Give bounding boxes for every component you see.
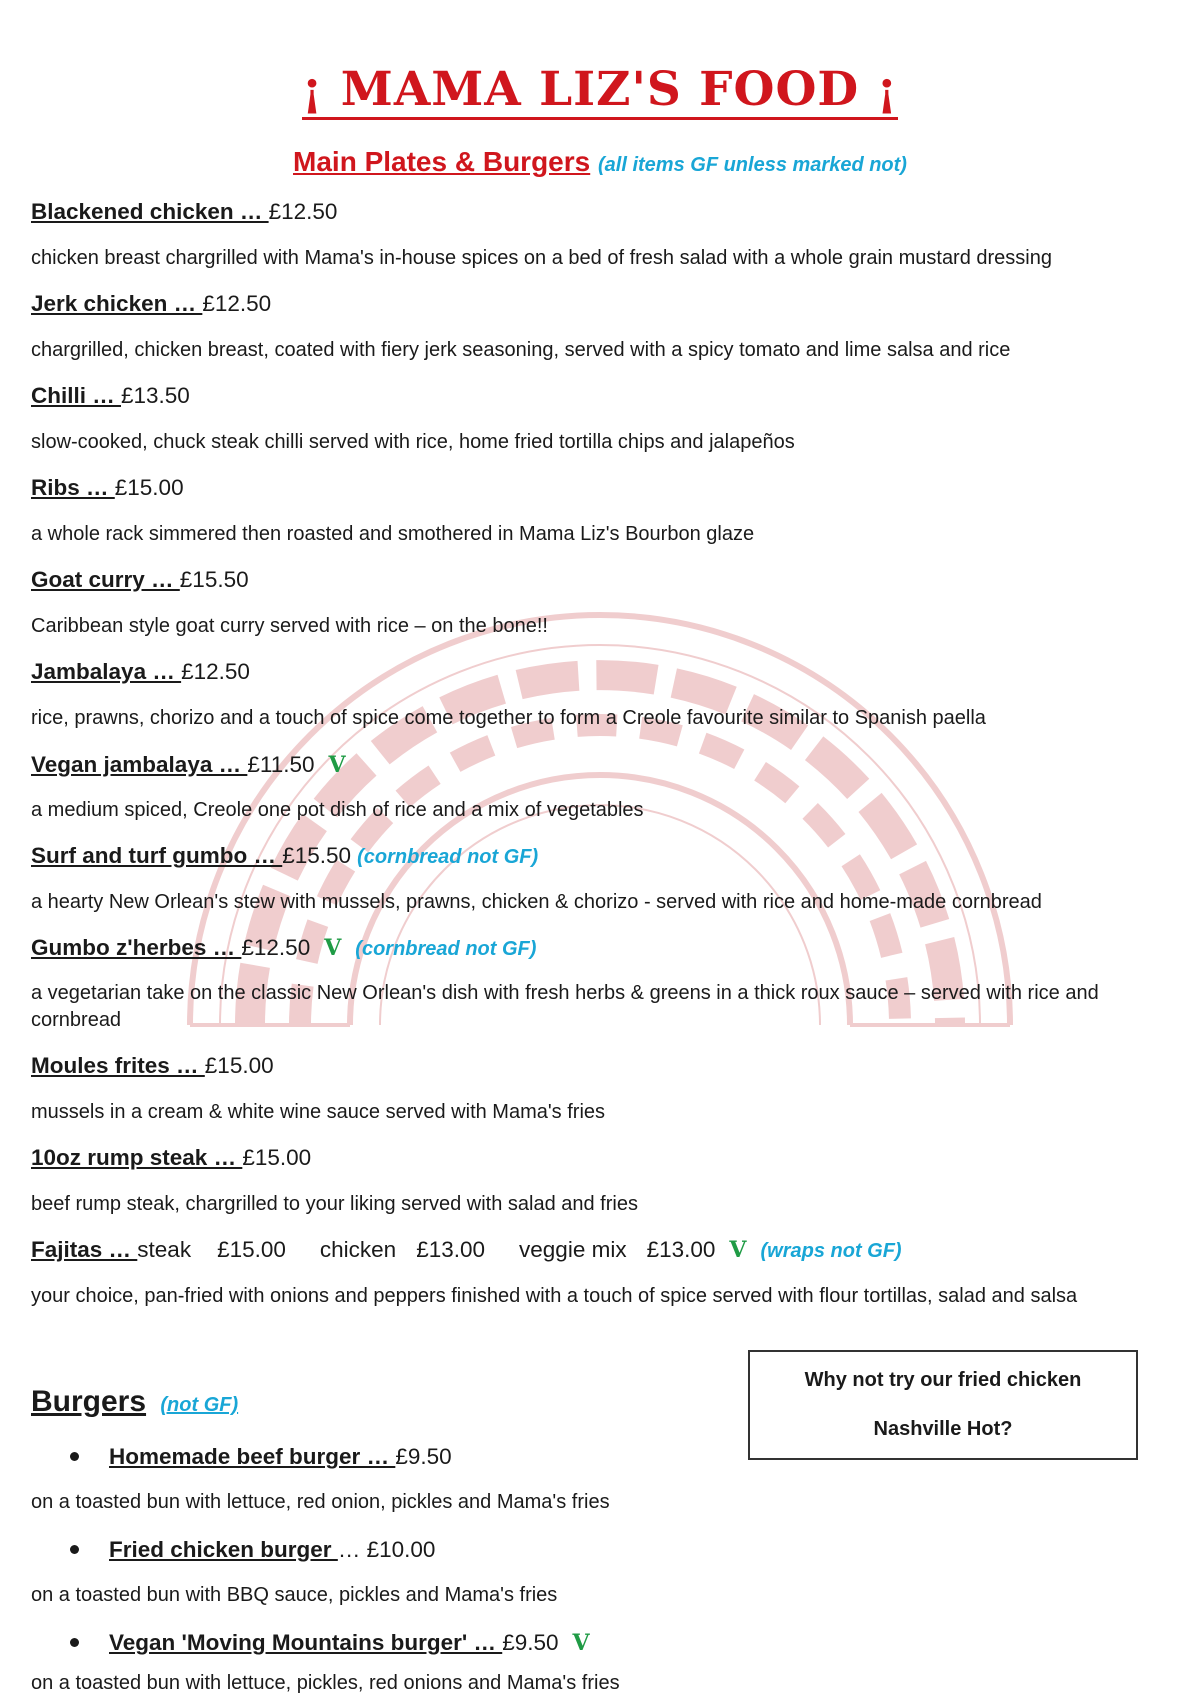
fajita-veggie-price: £13.00 [646,1237,716,1262]
item-price: £12.50 [268,199,338,224]
fajita-chicken-label: chicken [319,1237,397,1262]
menu-item [31,474,184,502]
item-price: £15.00 [114,475,184,500]
item-description: a medium spiced, Creole one pot dish of rice and a mix of vegetables [31,799,644,821]
item-description: a vegetarian take on the classic New Orlean's dish with fresh herbs & greens in a thick roux sauce – served with rice and cornbread [31,982,1099,1031]
item-price: £12.50 [202,291,272,316]
callout-box [748,1350,1138,1460]
vegan-icon: V [324,935,342,961]
item-name: Vegan jambalaya … [31,752,248,777]
item-name: Gumbo z'herbes … [31,935,242,960]
item-description: a hearty New Orlean's stew with mussels, prawns, chicken & chorizo - served with rice and home-made cornbread [31,891,1042,913]
item-price: £15.00 [204,1053,274,1078]
menu-item [31,1144,311,1172]
item-description: slow-cooked, chuck steak chilli served with rice, home fried tortilla chips and jalapeños [31,431,795,453]
item-description: Caribbean style goat curry served with rice – on the bone!! [31,615,548,637]
item-name: Chilli … [31,383,121,408]
menu-item [31,198,337,226]
burger-item [70,1629,590,1657]
item-description: on a toasted bun with lettuce, red onion, pickles and Mama's fries [31,1491,610,1513]
menu-item [31,382,190,410]
item-price: £12.50 [241,935,311,960]
item-name: Vegan 'Moving Mountains burger' … [109,1630,503,1655]
main-heading: Main Plates & Burgers [293,146,591,177]
burgers-title: Burgers [31,1385,147,1418]
callout-line-2: Nashville Hot? [873,1418,1013,1440]
item-name: Ribs … [31,475,115,500]
menu-item [31,566,249,594]
item-price: £11.50 [247,752,315,777]
item-description: your choice, pan-fried with onions and peppers finished with a touch of spice served with flour tortillas, salad and salsa [31,1285,1078,1307]
item-description: rice, prawns, chorizo and a touch of spice come together to form a Creole favourite similar to Spanish paella [31,707,986,729]
item-description: chargrilled, chicken breast, coated with fiery jerk seasoning, served with a spicy tomato and lime salsa and rice [31,339,1011,361]
item-price: £15.00 [242,1145,312,1170]
item-price: £9.50 [502,1630,559,1655]
item-description: beef rump steak, chargrilled to your liking served with salad and fries [31,1193,638,1215]
bullet-icon [70,1638,79,1647]
item-price: £12.50 [181,659,250,684]
item-name: Jerk chicken … [31,291,203,316]
bullet-icon [70,1545,79,1554]
item-note: (cornbread not GF) [355,938,537,960]
item-description: chicken breast chargrilled with Mama's in-house spices on a bed of fresh salad with a whole grain mustard dressing [31,247,1052,269]
item-note: (wraps not GF) [760,1240,902,1262]
item-price: … £10.00 [337,1537,436,1562]
fajita-steak-price: £15.00 [217,1237,286,1262]
item-name: Jambalaya … [31,659,182,684]
page-title: ¡ MAMA LIZ'S FOOD ¡ [0,60,1200,120]
menu-item [31,842,538,871]
item-name: Goat curry … [31,567,180,592]
callout-line-1: Why not try our fried chicken [804,1369,1082,1391]
vegan-icon: V [328,752,346,778]
item-description: mussels in a cream & white wine sauce served with Mama's fries [31,1101,606,1123]
item-name: 10oz rump steak … [31,1145,243,1170]
item-price: £13.50 [121,383,190,408]
item-name: Blackened chicken … [31,199,269,224]
burger-item [70,1536,435,1564]
vegan-icon: V [729,1237,747,1263]
section-heading-main [0,145,1200,182]
menu-item-fajitas [31,1236,902,1265]
burgers-note: (not GF) [160,1394,239,1416]
item-name: Fajitas … [31,1237,138,1262]
item-description: on a toasted bun with BBQ sauce, pickles and Mama's fries [31,1584,558,1606]
menu-item [31,658,250,686]
item-description: a whole rack simmered then roasted and smothered in Mama Liz's Bourbon glaze [31,523,755,545]
burger-item [70,1443,452,1471]
item-name: Homemade beef burger … [109,1444,396,1469]
bullet-icon [70,1452,79,1461]
item-description: on a toasted bun with lettuce, pickles, red onions and Mama's fries [31,1672,620,1694]
fajita-veggie-label: veggie mix [519,1237,627,1262]
menu-item [31,934,536,963]
item-price: £15.50 [179,567,249,592]
item-price: £15.50 [282,843,352,868]
item-price: £9.50 [395,1444,452,1469]
item-name: Surf and turf gumbo … [31,843,283,868]
fajita-steak-label: steak [137,1237,192,1262]
item-name: Moules frites … [31,1053,205,1078]
fajita-chicken-price: £13.00 [416,1237,486,1262]
item-name: Fried chicken burger [109,1537,338,1562]
menu-item [31,751,346,779]
menu-item [31,1052,274,1080]
item-note: (cornbread not GF) [357,846,539,868]
gf-note: (all items GF unless marked not) [598,154,907,176]
menu-item [31,290,271,318]
vegan-icon: V [572,1630,590,1656]
burgers-heading [31,1385,238,1419]
